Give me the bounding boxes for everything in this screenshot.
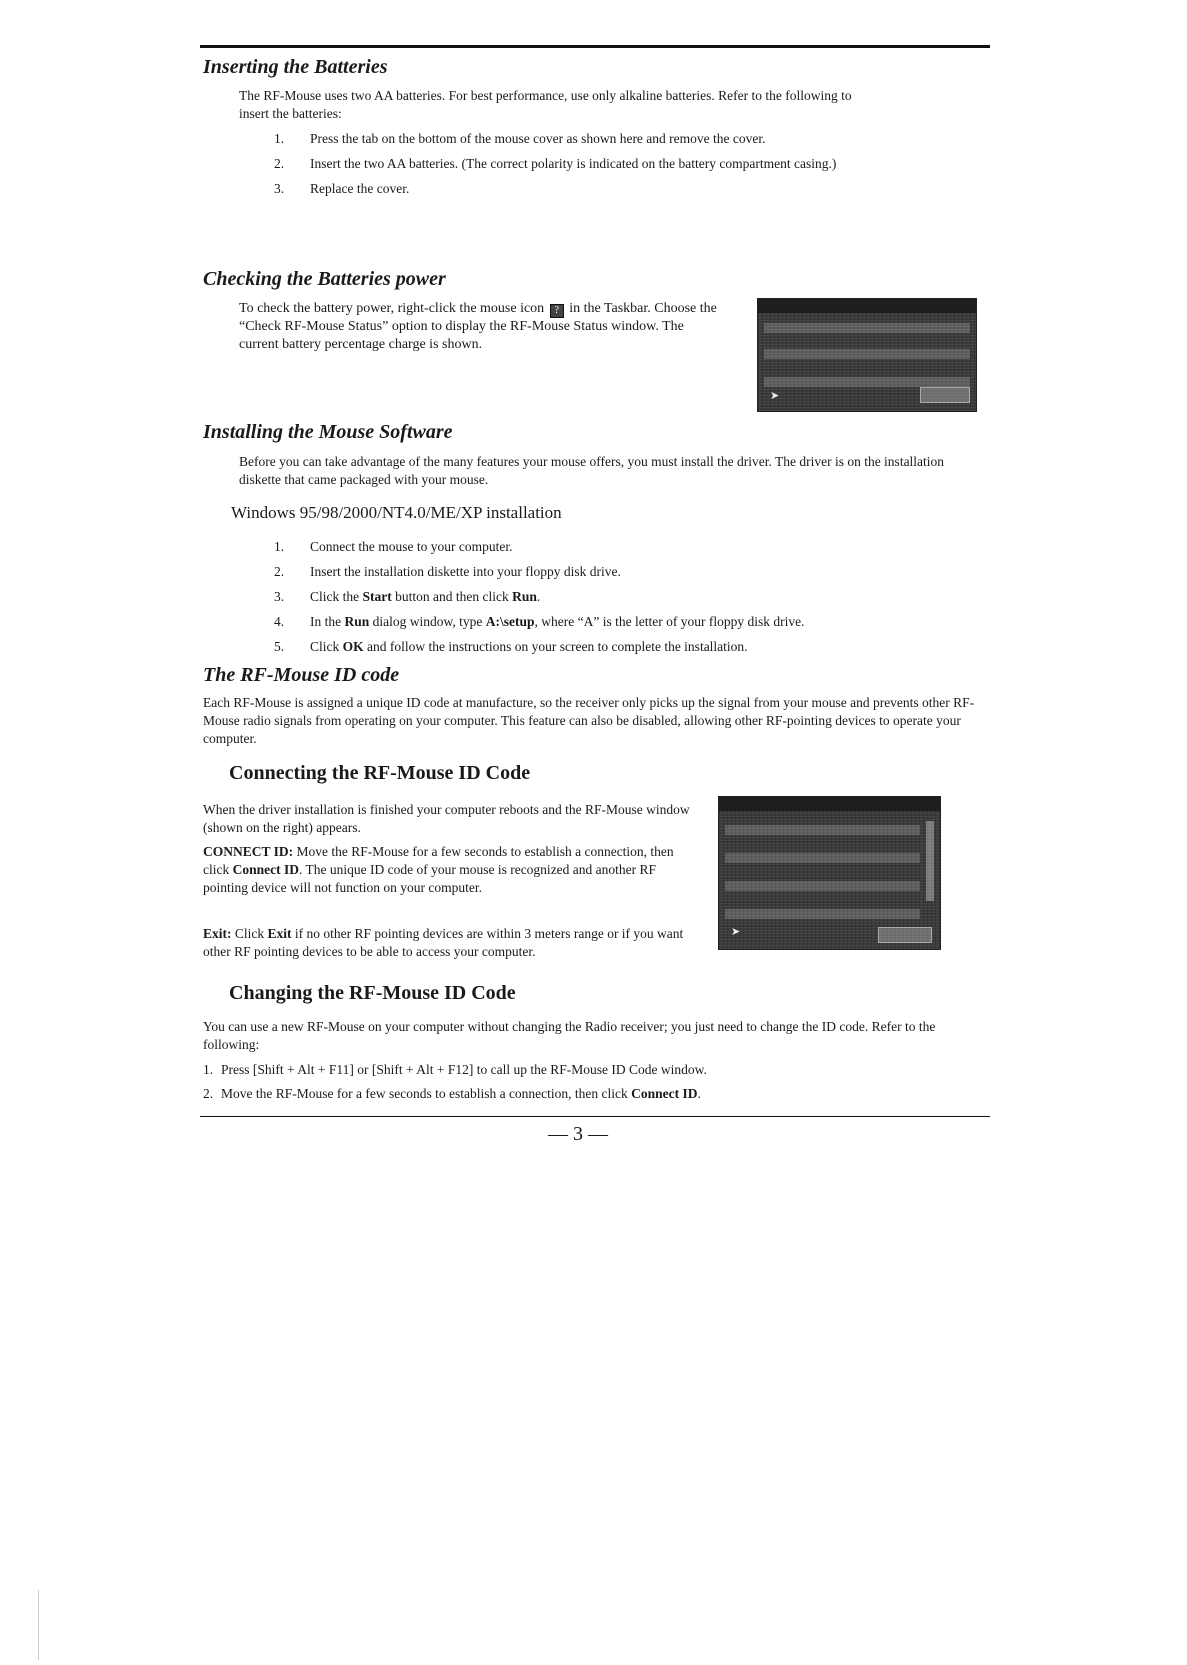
rf-mouse-connect-screenshot	[718, 796, 941, 950]
list-item-text: Replace the cover.	[310, 181, 410, 196]
screenshot-panel	[725, 825, 920, 835]
checking-text-end: in the Taskbar. Choose the “Check RF-Mouse Status” option to display the RF-Mouse Status window. The current battery percentage charge is shown.	[239, 301, 717, 352]
screenshot-titlebar	[758, 299, 976, 313]
connect-id-text-b: . The unique ID code of your mouse is recognized and another RF pointing device will not function on your computer.	[203, 862, 657, 895]
list-item-text: Press the tab on the bottom of the mouse cover as shown here and remove the cover.	[310, 131, 766, 146]
list-item	[203, 1085, 983, 1103]
list-item-number: 1.	[203, 1062, 214, 1077]
list-item-text: In the	[310, 614, 345, 629]
exit-text-a: Click	[231, 926, 268, 941]
screenshot-panel	[725, 881, 920, 891]
connect-id-button-ref: Connect ID	[232, 862, 299, 877]
id-code-text: Each RF-Mouse is assigned a unique ID code at manufacture, so the receiver only picks up the signal from your mouse and prevents other RF-Mouse radio signals from operating on your computer. This feature can also be disabled, allowing other RF-pointing devices to operate your computer.	[203, 695, 975, 746]
list-item	[274, 130, 874, 148]
list-item-number: 1.	[274, 539, 285, 554]
exit-button-ref: Exit	[267, 926, 292, 941]
list-item-number: 4.	[274, 614, 285, 629]
scan-edge-mark	[38, 1590, 39, 1660]
exit-text-b: if no other RF pointing devices are within 3 meters range or if you want other RF pointing devices to be able to access your computer.	[203, 926, 684, 959]
list-item-text: Click the	[310, 589, 363, 604]
list-item-text: Insert the two AA batteries. (The correct polarity is indicated on the battery compartment casing.)	[310, 156, 837, 171]
list-item	[274, 155, 874, 173]
list-item-number: 2.	[274, 156, 285, 171]
heading-connecting-id: Connecting the RF-Mouse ID Code	[229, 762, 531, 784]
list-item-bold-text: OK	[342, 639, 364, 654]
cursor-icon: ➤	[731, 925, 741, 938]
list-item-text: Insert the installation diskette into your floppy disk drive.	[310, 564, 621, 579]
list-item-number: 3.	[274, 181, 285, 196]
list-item-text: , where “A” is the letter of your floppy disk drive.	[534, 614, 805, 629]
install-steps-list	[274, 538, 974, 663]
screenshot-button	[920, 387, 970, 403]
list-item-bold-text: Run	[512, 589, 537, 604]
rf-mouse-status-screenshot	[757, 298, 977, 412]
list-item-text: .	[697, 1086, 701, 1101]
page-number: — 3 —	[548, 1123, 608, 1145]
screenshot-button	[878, 927, 932, 943]
windows-install-subtitle: Windows 95/98/2000/NT4.0/ME/XP installation	[231, 503, 562, 522]
screenshot-panel	[764, 323, 970, 333]
cursor-icon: ➤	[770, 389, 780, 402]
top-rule	[200, 45, 990, 48]
heading-inserting-batteries: Inserting the Batteries	[203, 56, 388, 78]
bottom-rule	[200, 1116, 990, 1117]
list-item	[274, 538, 974, 556]
list-item-text: Press [Shift + Alt + F11] or [Shift + Alt + F12] to call up the RF-Mouse ID Code window.	[221, 1062, 707, 1077]
screenshot-titlebar	[719, 797, 940, 811]
list-item-number: 2.	[203, 1086, 214, 1101]
connect-id-text-a: Move the RF-Mouse for a few seconds to establish a connection, then click	[203, 844, 674, 877]
exit-label: Exit:	[203, 926, 232, 941]
list-item	[274, 563, 974, 581]
list-item	[274, 638, 974, 656]
list-item-text: and follow the instructions on your screen to complete the installation.	[363, 639, 748, 654]
batteries-steps-list	[274, 130, 874, 205]
list-item-number: 1.	[274, 131, 285, 146]
mouse-taskbar-icon: ?	[550, 304, 564, 318]
list-item-text: dialog window, type	[369, 614, 486, 629]
list-item-text: Click	[310, 639, 343, 654]
connect-id-label: CONNECT ID:	[203, 844, 294, 859]
list-item	[274, 588, 974, 606]
connecting-p2	[203, 843, 693, 897]
list-item-number: 3.	[274, 589, 285, 604]
screenshot-panel	[725, 853, 920, 863]
batteries-intro: The RF-Mouse uses two AA batteries. For best performance, use only alkaline batteries. Refer to the following to insert the batteries:	[239, 88, 852, 121]
connecting-p3	[203, 925, 693, 961]
list-item-bold-text: Start	[362, 589, 392, 604]
screenshot-scrollbar	[926, 821, 934, 901]
heading-checking-batteries: Checking the Batteries power	[203, 268, 446, 290]
list-item-text: Connect the mouse to your computer.	[310, 539, 513, 554]
heading-changing-id: Changing the RF-Mouse ID Code	[229, 982, 516, 1004]
screenshot-panel	[725, 909, 920, 919]
screenshot-panel	[764, 377, 970, 387]
list-item-text: .	[536, 589, 541, 604]
checking-text	[239, 300, 724, 354]
list-item-bold-text: A:\setup	[485, 614, 535, 629]
list-item-bold-text: Run	[344, 614, 370, 629]
installing-intro: Before you can take advantage of the many features your mouse offers, you must install the driver. The driver is on the installation diskette that came packaged with your mouse.	[239, 454, 945, 487]
list-item-text: Move the RF-Mouse for a few seconds to establish a connection, then click	[221, 1086, 632, 1101]
connecting-p1: When the driver installation is finished your computer reboots and the RF-Mouse window (shown on the right) appears.	[203, 802, 690, 835]
list-item-number: 5.	[274, 639, 285, 654]
heading-id-code: The RF-Mouse ID code	[203, 664, 400, 686]
heading-installing-software: Installing the Mouse Software	[203, 421, 453, 443]
screenshot-panel	[764, 349, 970, 359]
list-item-text: button and then click	[391, 589, 513, 604]
list-item-number: 2.	[274, 564, 285, 579]
checking-text-start: To check the battery power, right-click the mouse icon	[239, 301, 545, 316]
list-item	[274, 613, 974, 631]
changing-intro: You can use a new RF-Mouse on your computer without changing the Radio receiver; you just need to change the ID code. Refer to the following:	[203, 1019, 936, 1052]
list-item-bold-text: Connect ID	[631, 1086, 698, 1101]
changing-steps-list	[203, 1061, 983, 1109]
list-item	[274, 180, 874, 198]
list-item	[203, 1061, 983, 1079]
